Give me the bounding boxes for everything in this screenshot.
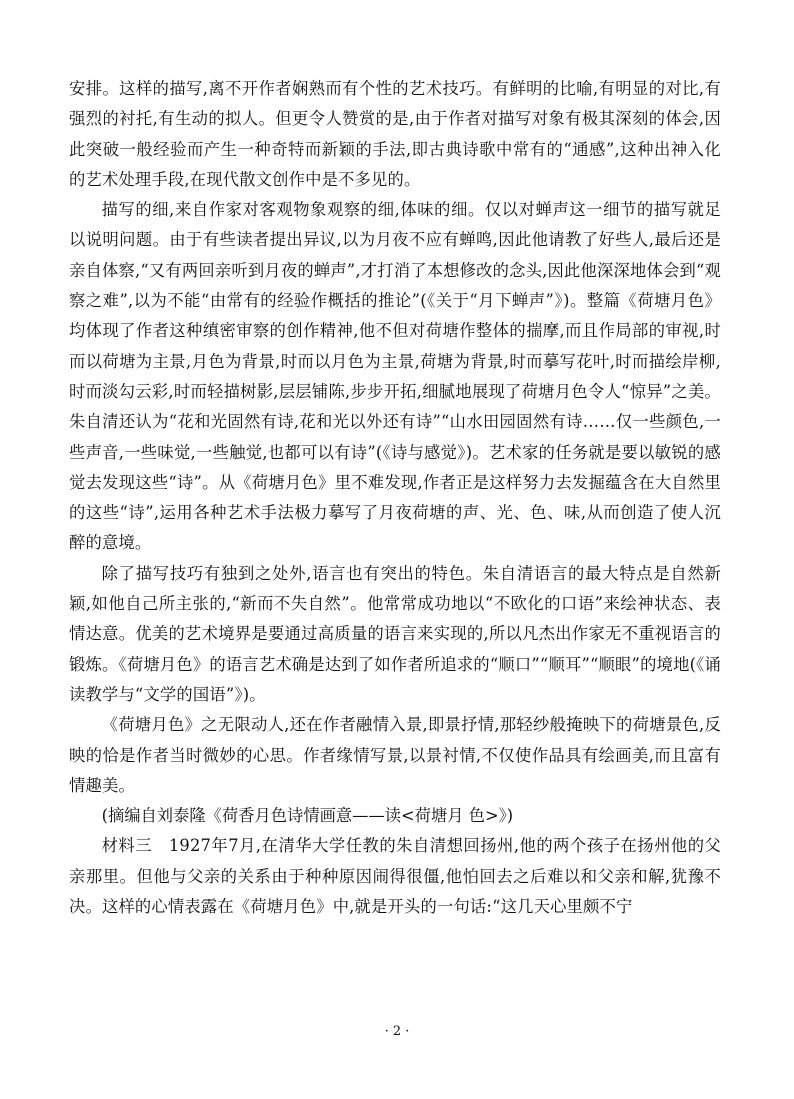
paragraph-continued: 安排。这样的描写,离不开作者娴熟而有个性的艺术技巧。有鲜明的比喻,有明显的对比,有强烈的衬托,有生动的拟人。但更令人赞赏的是,由于作者对描写对象有极其深刻的体会,因此突破一般经验而产生一种奇特而新颖的手法,即古典诗歌中常有的“通感”,这种出神入化的艺术处理手段,在现代散文创作中是不多见的。 <box>69 79 721 189</box>
paragraph-emotion-scene: 《荷塘月色》之无限动人,还在作者融情入景,即景抒情,那轻纱般掩映下的荷塘景色,反映的恰是作者当时微妙的心思。作者缘情写景,以景衬情,不仅使作品具有绘画美,而且富有情趣美。 <box>69 715 721 795</box>
material-three-paragraph: 材料三 1927年7月,在清华大学任教的朱自清想回扬州,他的两个孩子在扬州他的父亲那里。但他与父亲的关系由于种种原因闹得很僵,他怕回去之后难以和父亲和解,犹豫不决。这样的心情表露在《荷塘月色》中,就是开头的一句话:“这几天心里颇不宁 <box>69 836 721 917</box>
page-number: · 2 · <box>384 1024 410 1039</box>
paragraph-description-detail: 描写的细,来自作家对客观物象观察的细,体味的细。仅以对蝉声这一细节的描写就足以说明问题。由于有些读者提出异议,以为月夜不应有蝉鸣,因此他请教了好些人,最后还是亲自体察,“又有两回亲听到月夜的蝉声”,才打消了本想修改的念头,因此他深深地体会到“观察之难”,以为不能“由常有的经验作概括的推论”(《关于“月下蝉声”》)。整篇《荷塘月色》均体现了作者这种缜密审察的创作精神,他不但对荷塘作整体的揣摩,而且作局部的审视,时而以荷塘为主景,月色为背景,时而以月色为主景,荷塘为背景,时而摹写花叶,时而描绘岸柳,时而淡勾云彩,时而轻描树影,层层铺陈,步步开拓,细腻地展现了荷塘月色令人“惊异”之美。朱自清还认为“花和光固然有诗,花和光以外还有诗”“山水田园固然有诗……仅一些颜色,一些声音,一些味觉,一些触觉,也都可以有诗”(《诗与感觉》)。艺术家的任务就是要以敏锐的感觉去发现这些“诗”。从《荷塘月色》里不难发现,作者正是这样努力去发掘蕴含在大自然里的这些“诗”,运用各种艺术手法极力摹写了月夜荷塘的声、光、色、味,从而创造了使人沉醉的意境。 <box>69 200 721 553</box>
paragraph-language-style: 除了描写技巧有独到之处外,语言也有突出的特色。朱自清语言的最大特点是自然新颖,如他自己所主张的,“新而不失自然”。他常常成功地以“不欧化的口语”来绘神状态、表情达意。优美的艺术境界是要通过高质量的语言来实现的,所以凡杰出作家无不重视语言的锻炼。《荷塘月色》的语言艺术确是达到了如作者所追求的“顺口”“顺耳”“顺眼”的境地(《诵读教学与“文学的国语”》)。 <box>69 563 721 704</box>
source-citation: (摘编自刘泰隆《荷香月色诗情画意——读<荷塘月 色>》) <box>101 806 514 826</box>
article-body <box>69 74 721 922</box>
